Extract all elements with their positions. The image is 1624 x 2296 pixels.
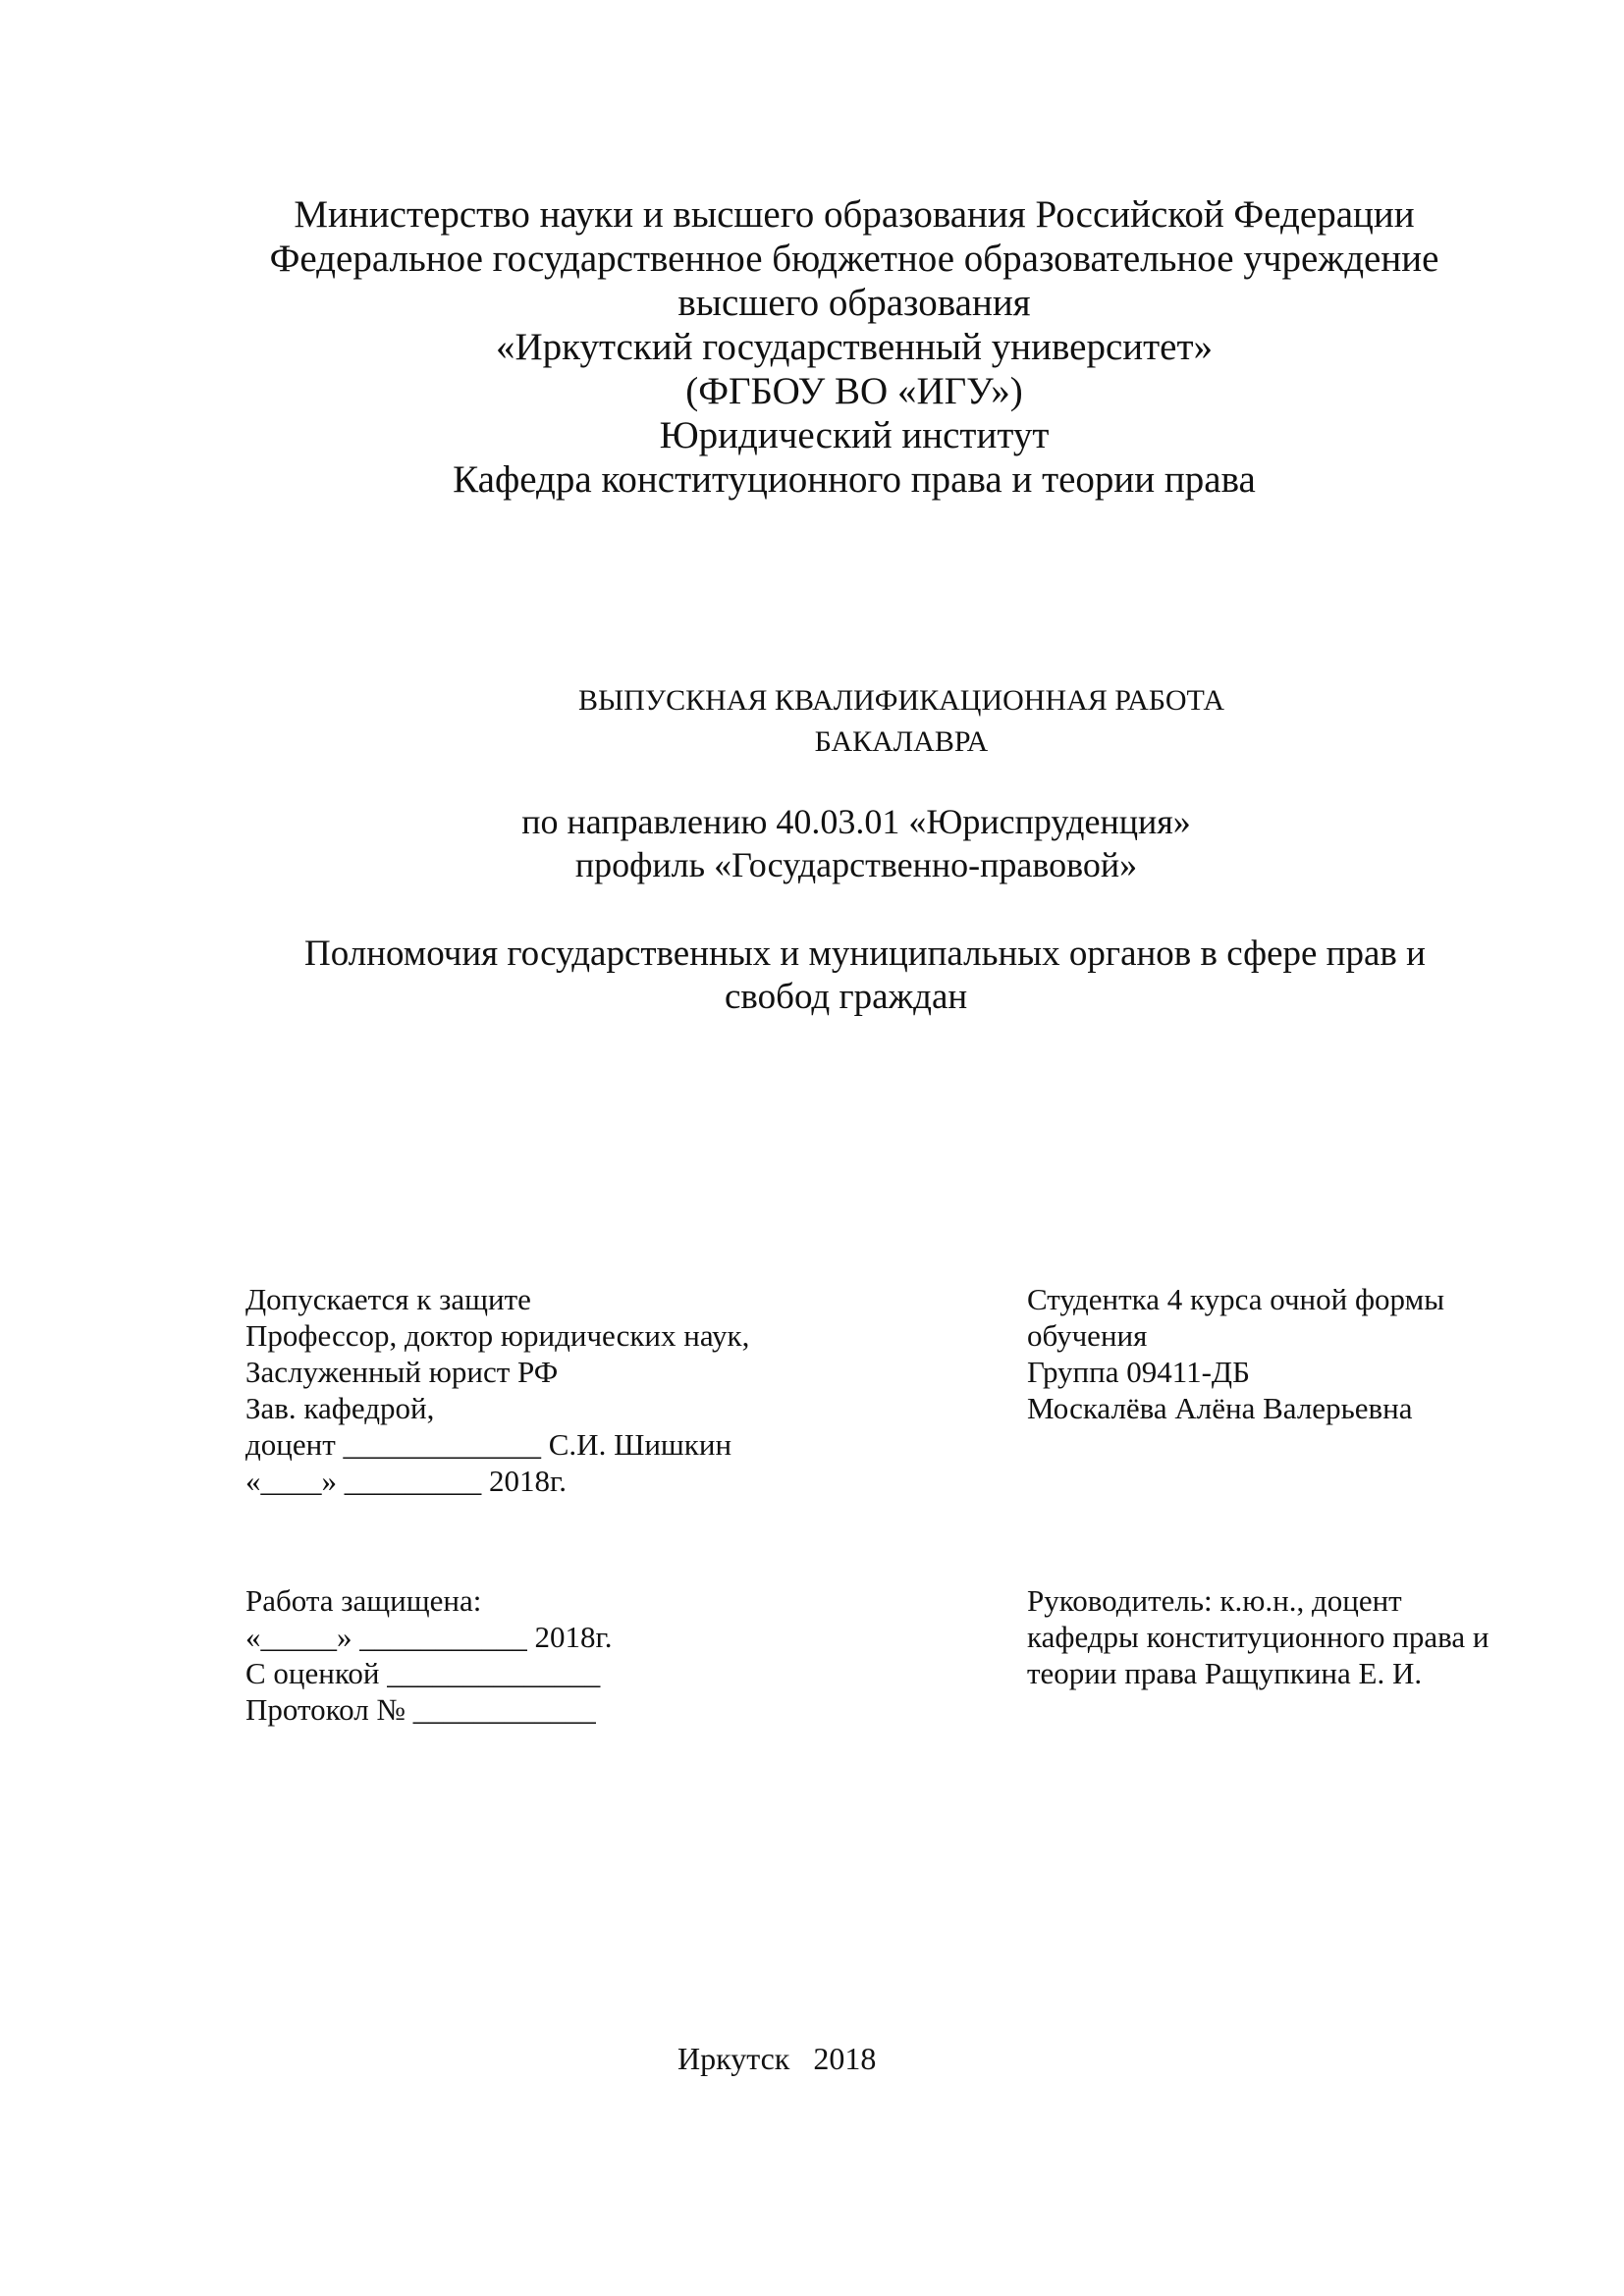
topic-line-2: свобод граждан: [725, 977, 968, 1017]
defense-grade-line: С оценкой ______________: [245, 1656, 601, 1690]
work-type-line-2: БАКАЛАВРА: [814, 725, 989, 758]
admit-line: Профессор, доктор юридических наук,: [245, 1318, 750, 1353]
thesis-topic: [304, 933, 1502, 1019]
supervisor-name-line: теории права Ращупкина Е. И.: [1027, 1656, 1423, 1690]
supervisor-line: кафедры конституционного права и: [1027, 1620, 1489, 1654]
admission-block: [245, 1281, 749, 1499]
student-line: Студентка 4 курса очной формы: [1027, 1282, 1445, 1316]
work-type-heading: [0, 680, 1624, 763]
institution-type-line: Федеральное государственное бюджетное образовательное учреждение: [269, 238, 1439, 280]
city-year-footer: Иркутск 2018: [677, 2041, 877, 2076]
student-block: [1027, 1281, 1444, 1426]
admit-line: Допускается к защите: [245, 1282, 531, 1316]
education-level-line: высшего образования: [677, 282, 1031, 324]
topic-line-1: Полномочия государственных и муниципальных органов в сфере прав и: [304, 934, 1426, 974]
profile-line: профиль «Государственно-правовой»: [574, 845, 1138, 884]
ministry-line: Министерство науки и высшего образования Российской Федерации: [294, 193, 1415, 236]
direction-line: по направлению 40.03.01 «Юриспруденция»: [521, 802, 1191, 841]
defense-block: [245, 1582, 612, 1728]
admit-line: Зав. кафедрой,: [245, 1391, 435, 1425]
university-name-line: «Иркутский государственный университет»: [495, 326, 1214, 368]
institution-header: [0, 192, 1624, 502]
supervisor-block: [1027, 1582, 1489, 1691]
work-type-line-1: ВЫПУСКНАЯ КВАЛИФИКАЦИОННАЯ РАБОТА: [578, 684, 1224, 717]
admit-line: Заслуженный юрист РФ: [245, 1355, 559, 1389]
defense-protocol-line: Протокол № ____________: [245, 1692, 596, 1727]
supervisor-line: Руководитель: к.ю.н., доцент: [1027, 1583, 1402, 1618]
student-name-line: Москалёва Алёна Валерьевна: [1027, 1391, 1413, 1425]
student-group-line: Группа 09411-ДБ: [1027, 1355, 1250, 1389]
study-direction: [0, 800, 1624, 886]
student-line: обучения: [1027, 1318, 1148, 1353]
admit-date-line: «____» _________ 2018г.: [245, 1464, 567, 1498]
institute-line: Юридический институт: [659, 414, 1050, 456]
defense-date-line: «_____» ___________ 2018г.: [245, 1620, 613, 1654]
defense-line: Работа защищена:: [245, 1583, 482, 1618]
admit-signature-line: доцент _____________ С.И. Шишкин: [245, 1427, 732, 1462]
department-line: Кафедра конституционного права и теории права: [453, 458, 1256, 501]
university-abbr-line: (ФГБОУ ВО «ИГУ»): [685, 370, 1023, 412]
